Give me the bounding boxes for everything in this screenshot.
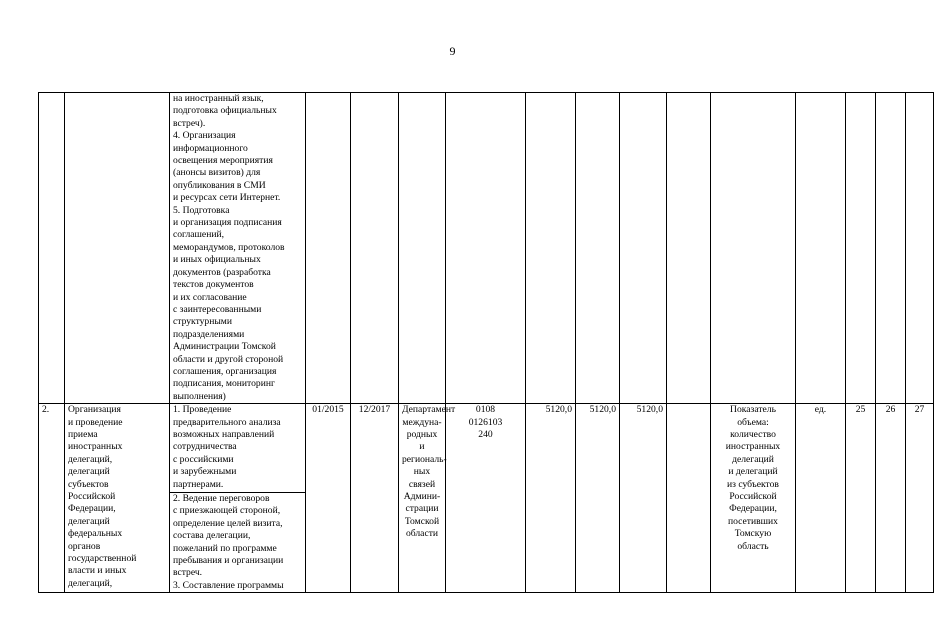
executor: Департамент междуна- родных и региональ- ных связей Админи- страции Томской области [399, 404, 446, 593]
action-item-2: 2. Ведение переговоров с приезжающей стороной, определение целей визита, состава делегации, пожеланий по программе пребывания и организации встреч. 3. Составление программы [170, 492, 305, 592]
cell-empty [351, 93, 399, 404]
cell-empty [796, 93, 846, 404]
continuation-line: и ресурсах сети Интернет. [173, 192, 281, 204]
continuation-line: соглашений, [173, 229, 224, 241]
cell-empty [906, 93, 934, 404]
continuation-line: (анонсы визитов) для [173, 167, 261, 179]
continuation-line: меморандумов, протоколов [173, 241, 285, 253]
cell-empty [620, 93, 667, 404]
event-actions [170, 404, 306, 593]
page-number: 9 [449, 44, 456, 58]
cell-num-empty [39, 93, 65, 404]
continuation-line: и иных официальных [173, 254, 261, 266]
row-number: 2. [39, 404, 65, 593]
continuation-line: с заинтересованными [173, 303, 262, 315]
program-table [38, 92, 934, 593]
continuation-line: подразделениями [173, 328, 245, 340]
continuation-line: документов (разработка [173, 266, 271, 278]
continuation-line: встреч). [173, 117, 206, 129]
continuation-line: 4. Организация [173, 130, 236, 142]
cell-empty [876, 93, 906, 404]
cell-empty [711, 93, 796, 404]
target-year-1: 25 [846, 404, 876, 593]
continuation-line: Администрации Томской [173, 341, 276, 353]
continuation-line: соглашения, организация [173, 365, 277, 377]
table-row-2 [39, 404, 934, 593]
continuation-line: области и другой стороной [173, 353, 284, 365]
unit: ед. [796, 404, 846, 593]
continuation-line: информационного [173, 142, 248, 154]
continuation-line: опубликования в СМИ [173, 179, 266, 191]
target-year-2: 26 [876, 404, 906, 593]
event-name: Организация и проведение приема иностранных делегаций, делегаций субъектов Российской Федерации, делегаций федеральных органов государственной власти и иных делегаций, [65, 404, 170, 593]
cell-empty [399, 93, 446, 404]
funding-value-2: 5120,0 [576, 404, 620, 593]
table-row-continuation [39, 93, 934, 404]
continuation-line: и их согласование [173, 291, 247, 303]
continuation-line: текстов документов [173, 279, 254, 291]
end-date: 12/2017 [351, 404, 399, 593]
continuation-line: подготовка официальных [173, 105, 277, 117]
indicator: Показатель объема: количество иностранных делегаций и делегаций из субъектов Российской Федерации, посетивших Томскую область [711, 404, 796, 593]
continuation-line: подписания, мониторинг [173, 378, 275, 390]
funding-value-3: 5120,0 [620, 404, 667, 593]
cell-empty [667, 93, 711, 404]
cell-actions-continuation [170, 93, 306, 404]
continuation-line: освещения мероприятия [173, 155, 273, 167]
continuation-line: 5. Подготовка [173, 204, 230, 216]
cell-name-empty [65, 93, 170, 404]
cell-empty [306, 93, 351, 404]
funding-value-1: 5120,0 [526, 404, 576, 593]
cell-empty [576, 93, 620, 404]
cell-empty [526, 93, 576, 404]
continuation-line: выполнения) [173, 390, 226, 402]
continuation-line: структурными [173, 316, 233, 328]
continuation-line: на иностранный язык, [173, 93, 264, 104]
target-year-3: 27 [906, 404, 934, 593]
continuation-line: и организация подписания [173, 217, 282, 229]
cell-empty [446, 93, 526, 404]
start-date: 01/2015 [306, 404, 351, 593]
budget-code: 0108 0126103 240 [446, 404, 526, 593]
cell-empty [846, 93, 876, 404]
action-item-1: 1. Проведение предварительного анализа возможных направлений сотрудничества с российскими и зарубежными партнерами. [173, 404, 281, 490]
cell-empty [667, 404, 711, 593]
